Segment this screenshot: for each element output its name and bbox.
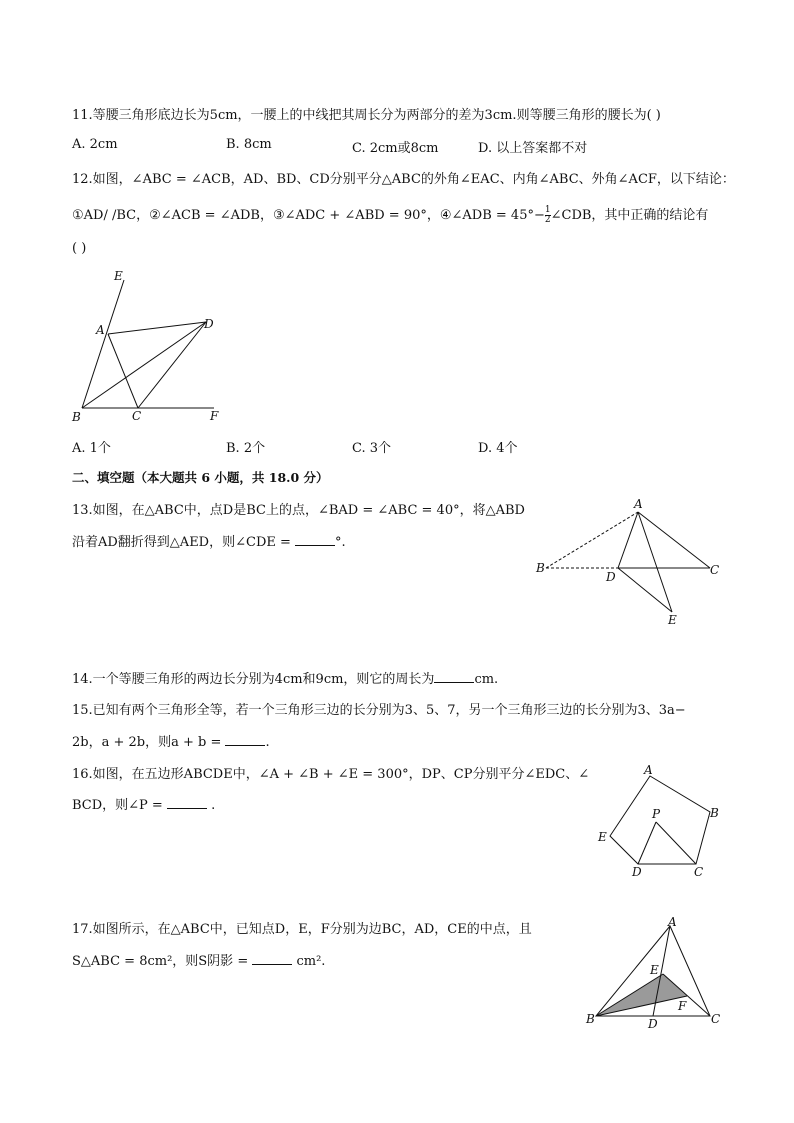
label-D: D — [632, 865, 642, 879]
label-F: F — [678, 999, 687, 1013]
q13-figure — [532, 494, 732, 634]
fraction-numerator: 1 — [544, 205, 551, 215]
q13-line2-b: °. — [335, 535, 346, 550]
line-AC — [638, 512, 710, 568]
label-D: D — [204, 317, 214, 331]
label-B: B — [710, 806, 719, 820]
q12-stem-line2-a: ①AD/ /BC，②∠ACB = ∠ADB，③∠ADC + ∠ABD = 90°，④∠ADB = 45°− — [72, 208, 545, 223]
q12-stem-line2 — [72, 204, 708, 225]
q11-option-c: C. 2cm或8cm — [352, 141, 439, 156]
q11-option-b: B. 8cm — [226, 137, 272, 152]
label-E: E — [114, 269, 123, 283]
label-C: C — [710, 563, 720, 577]
q11-option-a: A. 2cm — [72, 137, 118, 152]
q15-line2-b: . — [265, 735, 270, 750]
q16-line1: 16.如图，在五边形ABCDE中，∠A + ∠B + ∠E = 300°，DP、CP分别平分∠EDC、∠ — [72, 767, 590, 782]
q17-figure — [584, 912, 734, 1032]
label-C: C — [711, 1012, 721, 1026]
q14-line — [72, 668, 498, 687]
q17-line2 — [72, 950, 325, 969]
label-D: D — [648, 1017, 658, 1031]
line-AC — [108, 334, 138, 408]
label-A: A — [96, 323, 105, 337]
answer-blank — [252, 951, 292, 965]
q13-line1: 13.如图，在△ABC中，点D是BC上的点，∠BAD = ∠ABC = 40°，将△ABD — [72, 503, 525, 518]
label-E: E — [668, 613, 677, 627]
q14-line-a: 14.一个等腰三角形的两边长分别为4cm和9cm，则它的周长为 — [72, 672, 435, 687]
label-B: B — [536, 561, 545, 575]
label-B: B — [72, 410, 81, 424]
line-AD — [618, 512, 638, 568]
q12-stem-line3: ( ) — [72, 241, 87, 256]
q15-line1: 15.已知有两个三角形全等，若一个三角形三边的长分别为3、5、7，另一个三角形三边的长分别为3、3a− — [72, 703, 686, 718]
q17-line2-b: cm². — [292, 954, 326, 969]
answer-blank — [295, 532, 335, 546]
q12-stem-line1: 12.如图，∠ABC = ∠ACB，AD、BD、CD分别平分△ABC的外角∠EAC、内角∠ABC、外角∠ACF，以下结论： — [72, 172, 735, 187]
line-AE — [638, 512, 672, 612]
q15-line2 — [72, 731, 270, 750]
label-D: D — [606, 570, 616, 584]
label-E: E — [650, 963, 659, 977]
q12-stem-line2-b: ∠CDB，其中正确的结论有 — [550, 208, 709, 223]
q12-option-c: C. 3个 — [352, 441, 392, 456]
line-CD — [138, 322, 206, 408]
q11-option-d: D. 以上答案都不对 — [478, 141, 588, 156]
q11-stem: 11.等腰三角形底边长为5cm，一腰上的中线把其周长分为两部分的差为3cm.则等腰三角形的腰长为( ) — [72, 108, 661, 123]
line-DP — [638, 822, 656, 864]
section-title: 二、填空题（本大题共 6 小题，共 18.0 分） — [72, 470, 329, 485]
label-P: P — [652, 807, 661, 821]
q13-line2-a: 沿着AD翻折得到△AED，则∠CDE = — [72, 535, 296, 550]
label-A: A — [668, 915, 677, 929]
line-BE — [82, 280, 124, 408]
answer-blank — [167, 795, 207, 809]
label-A: A — [644, 763, 653, 777]
q17-line2-a: S△ABC = 8cm²，则S阴影 = — [72, 954, 253, 969]
label-A: A — [634, 497, 643, 511]
q12-option-b: B. 2个 — [226, 441, 266, 456]
shaded-triangle-BEF — [596, 974, 687, 1016]
label-B: B — [586, 1012, 595, 1026]
line-DE — [618, 568, 672, 612]
q16-figure — [592, 760, 732, 882]
label-E: E — [598, 830, 607, 844]
label-C: C — [694, 865, 704, 879]
q17-line1: 17.如图所示，在△ABC中，已知点D，E，F分别为边BC，AD，CE的中点，且 — [72, 922, 532, 937]
fraction-denominator: 2 — [544, 215, 551, 225]
q16-line2 — [72, 794, 215, 813]
line-AB-dashed — [546, 512, 638, 568]
q12-figure — [68, 262, 238, 427]
q12-option-a: A. 1个 — [72, 441, 111, 456]
q16-line2-a: BCD，则∠P = — [72, 798, 167, 813]
answer-blank — [434, 669, 474, 683]
q13-line2 — [72, 531, 346, 550]
line-CP — [656, 822, 696, 864]
q14-line-b: cm. — [474, 672, 499, 687]
q15-line2-a: 2b，a + 2b，则a + b = — [72, 735, 226, 750]
q12-option-d: D. 4个 — [478, 441, 518, 456]
answer-blank — [225, 732, 265, 746]
label-F: F — [210, 409, 219, 423]
q16-line2-b: . — [206, 798, 216, 813]
label-C: C — [132, 409, 142, 423]
